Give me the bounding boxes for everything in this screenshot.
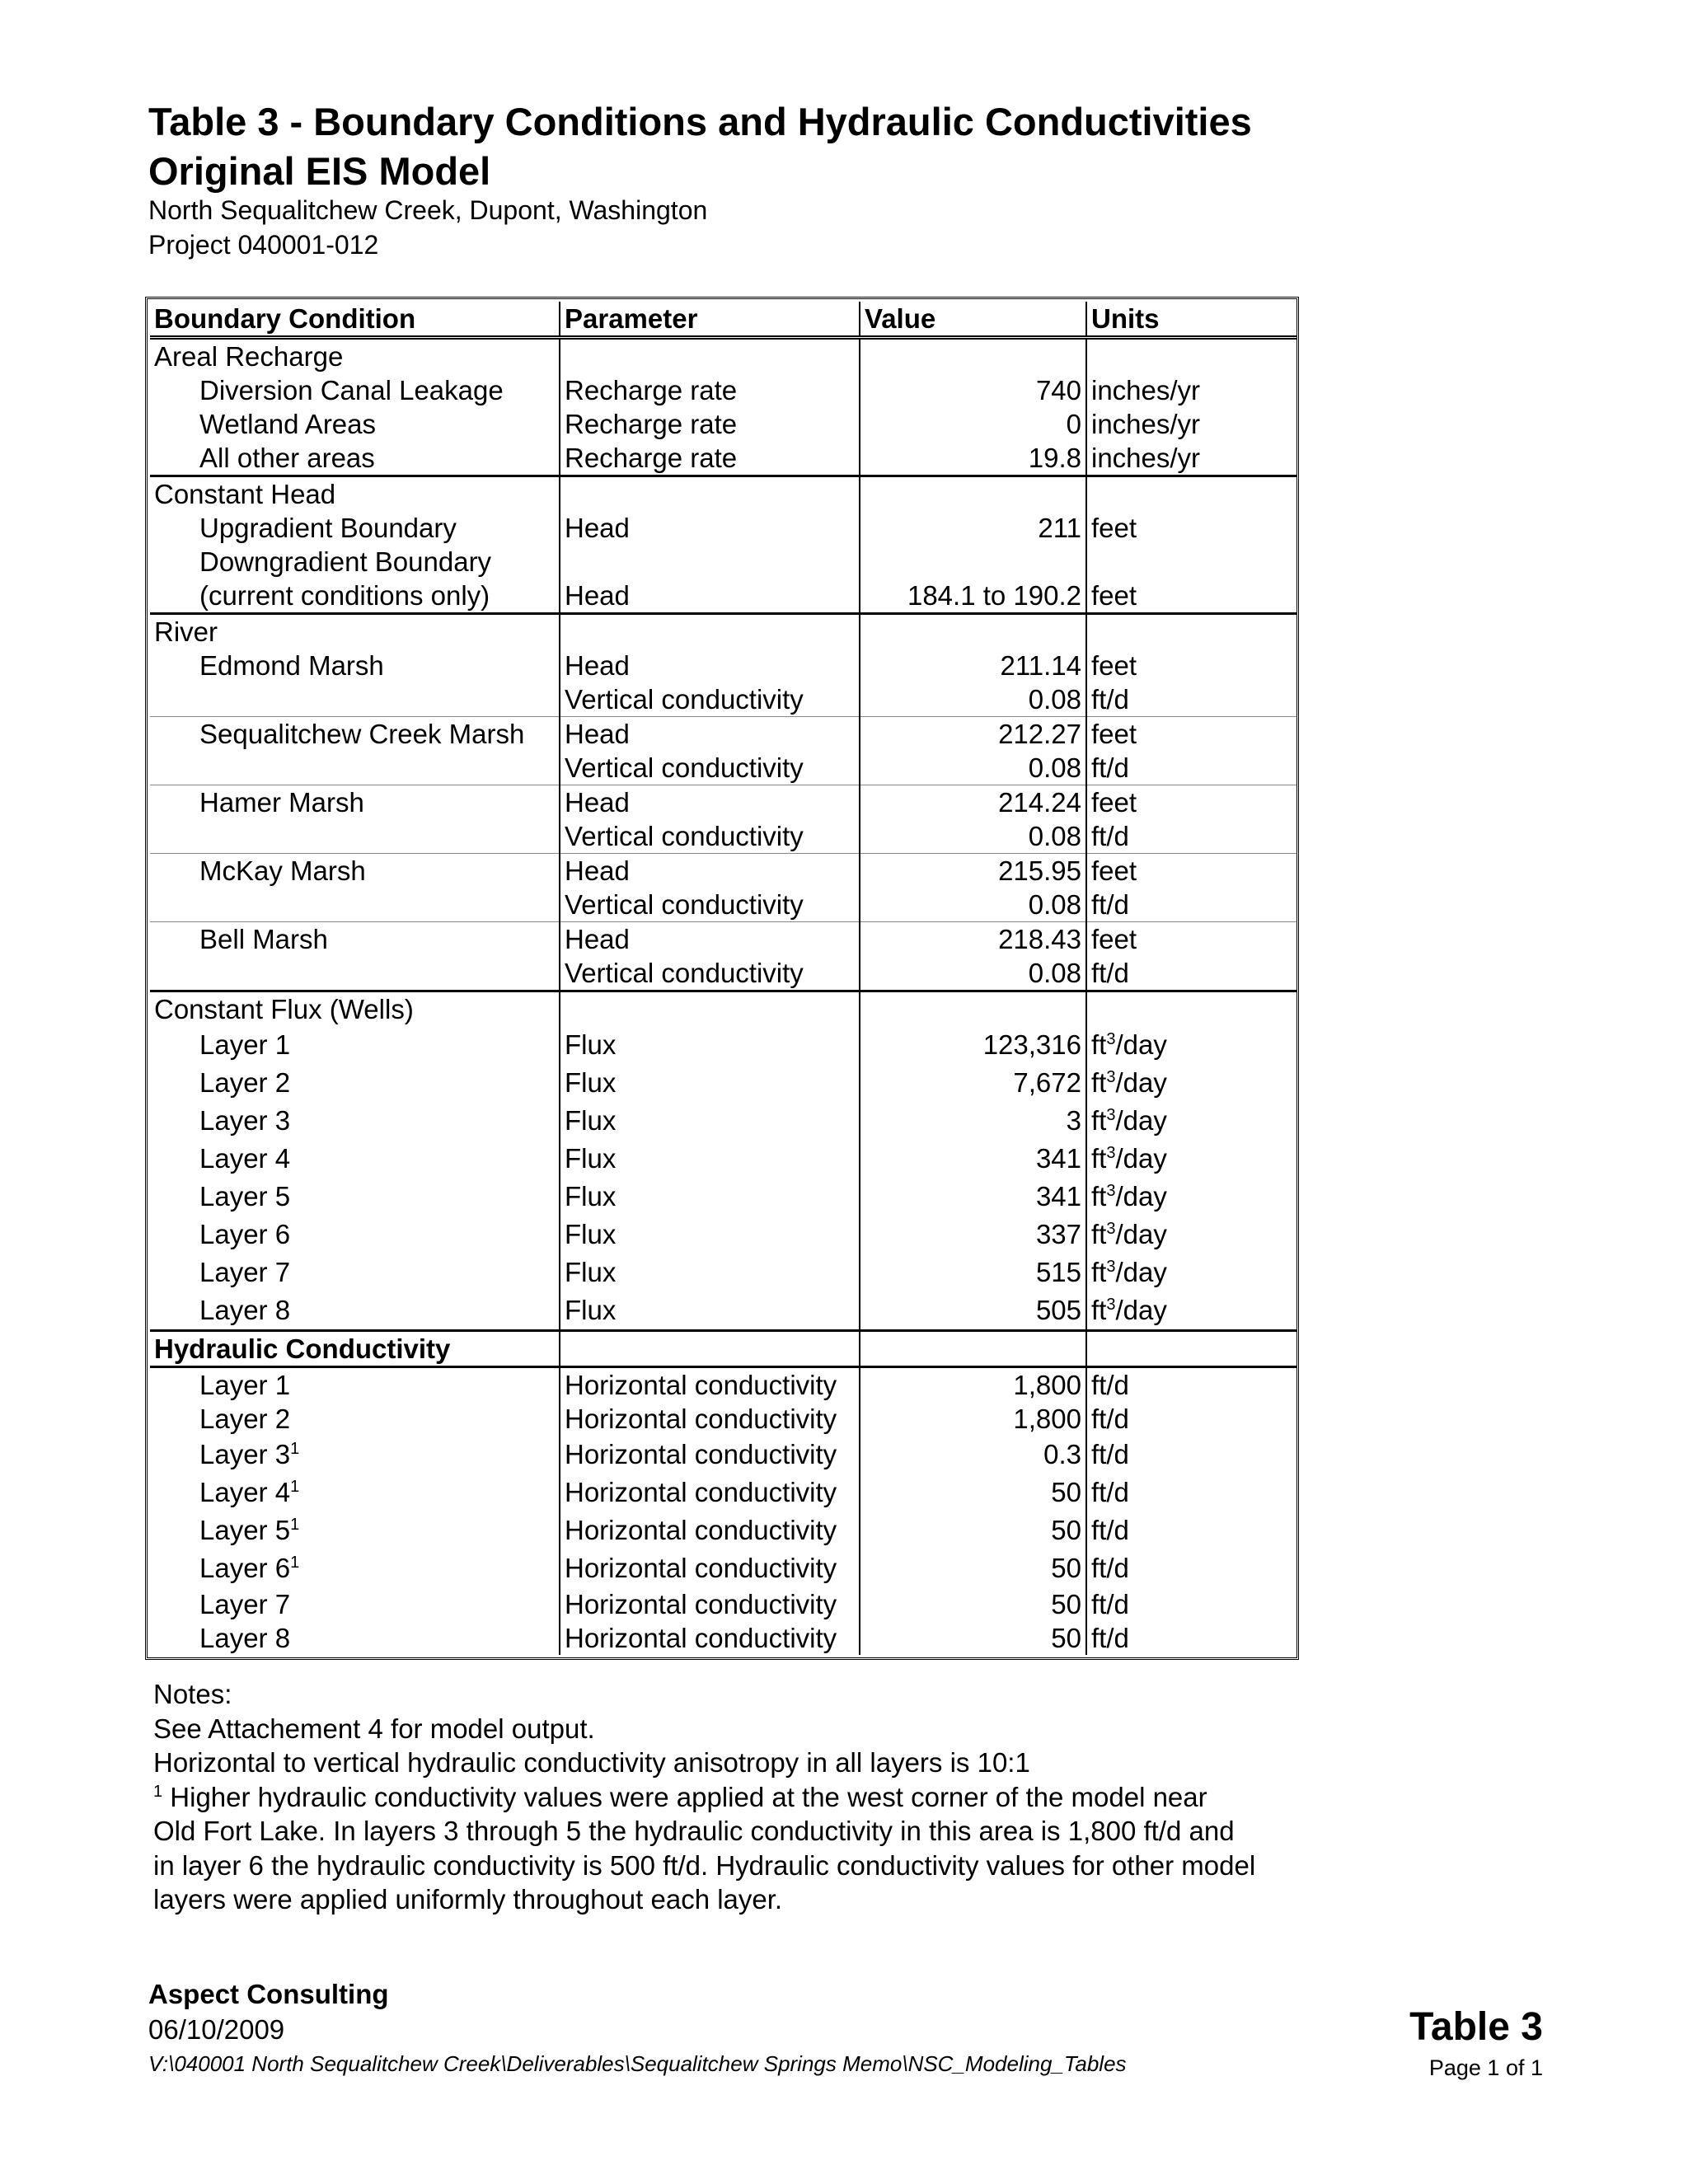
row-name: All other areas <box>150 441 560 476</box>
row-units: feet <box>1086 511 1296 545</box>
row-name: Layer 1 <box>199 1029 291 1060</box>
row-value: 0.08 <box>860 751 1086 785</box>
footnote-mark: 1 <box>290 1478 300 1496</box>
row-name: Edmond Marsh <box>199 650 384 681</box>
table-row <box>150 1621 1296 1655</box>
section-row <box>150 614 1296 649</box>
row-name: Layer 5 <box>199 1181 291 1212</box>
row-parameter: Recharge rate <box>560 407 860 441</box>
row-value: 50 <box>860 1621 1086 1655</box>
row-name: Layer $5^1$ <box>199 1515 300 1545</box>
row-parameter: Head <box>560 922 860 957</box>
row-parameter: Vertical conductivity <box>560 888 860 922</box>
footnote-line: layers were applied uniformly throughout each layer. <box>153 1884 783 1915</box>
footnote-mark: 1 <box>153 1782 163 1801</box>
row-units: $ft^3$/day <box>1086 1291 1296 1331</box>
table-row <box>150 956 1296 991</box>
row-units: feet <box>1086 785 1296 820</box>
row-name: Layer 2 <box>199 1067 291 1098</box>
row-parameter: Flux <box>560 1291 860 1331</box>
row-name: Layer 8 <box>150 1291 560 1331</box>
row-value: 50 <box>860 1474 1086 1511</box>
row-parameter: Head <box>560 511 860 545</box>
document-subtitle <box>148 193 707 262</box>
row-parameter: Flux <box>560 1254 860 1291</box>
row-parameter: Horizontal conductivity <box>560 1549 860 1587</box>
row-value: 50 <box>860 1587 1086 1621</box>
row-parameter: Head <box>560 854 860 888</box>
table-row <box>150 1549 1296 1587</box>
row-units: ft/d <box>1086 1549 1296 1587</box>
project-number: Project 040001-012 <box>148 230 379 260</box>
table-row <box>150 1587 1296 1621</box>
row-value: 337 <box>860 1216 1086 1254</box>
row-units: $ft^3$/day <box>1086 1026 1296 1064</box>
row-units: ft/d <box>1086 888 1296 922</box>
row-value: 211.14 <box>860 649 1086 682</box>
row-parameter: Vertical conductivity <box>560 819 860 854</box>
row-parameter: Recharge rate <box>560 441 860 476</box>
row-parameter: Head <box>560 717 860 752</box>
row-units: $ft^3$/day <box>1086 1102 1296 1140</box>
table-row <box>150 1291 1296 1331</box>
table-row <box>150 922 1296 957</box>
section-label: Constant Flux (Wells) <box>154 994 414 1024</box>
row-units: ft/d <box>1086 956 1296 991</box>
footnote-line: in layer 6 the hydraulic conductivity is 500 ft/d. Hydraulic conductivity values for other model <box>153 1849 1256 1881</box>
section-row <box>150 338 1296 374</box>
table-row <box>150 888 1296 922</box>
table-row <box>150 1436 1296 1474</box>
table-row <box>150 1367 1296 1403</box>
row-name: Layer 4 <box>199 1143 291 1174</box>
footnote-mark: 1 <box>290 1554 300 1572</box>
row-parameter: Vertical conductivity <box>560 682 860 717</box>
row-value: 19.8 <box>860 441 1086 476</box>
row-value: 7,672 <box>860 1064 1086 1102</box>
row-parameter: Head <box>560 785 860 820</box>
row-name: Layer 1 <box>199 1370 291 1400</box>
row-units: inches/yr <box>1086 407 1296 441</box>
table-label: Table 3 <box>1409 2005 1543 2049</box>
row-value: 341 <box>860 1140 1086 1178</box>
table-row <box>150 717 1296 752</box>
footnote-line: Old Fort Lake. In layers 3 through 5 the hydraulic conductivity in this area is 1,800 ft/d and <box>153 1816 1235 1846</box>
row-value: 0.3 <box>860 1436 1086 1474</box>
row-units: ft/d <box>1086 1436 1296 1474</box>
row-name: Sequalitchew Creek Marsh <box>199 719 525 749</box>
table-row <box>150 407 1296 441</box>
row-parameter: Head <box>560 579 860 614</box>
row-name: Diversion Canal Leakage <box>199 375 504 405</box>
section-label: River <box>154 616 218 647</box>
table-row <box>150 1064 1296 1102</box>
table-row <box>150 441 1296 476</box>
row-parameter: Flux <box>560 1140 860 1178</box>
row-value: 218.43 <box>860 922 1086 957</box>
page-number: Page 1 of 1 <box>1428 2055 1543 2080</box>
row-parameter: Horizontal conductivity <box>560 1367 860 1403</box>
row-value: 212.27 <box>860 717 1086 752</box>
row-parameter: Horizontal conductivity <box>560 1511 860 1549</box>
row-value: 515 <box>860 1254 1086 1291</box>
row-units: ft/d <box>1086 682 1296 717</box>
row-parameter: Horizontal conductivity <box>560 1402 860 1436</box>
section-label: Hydraulic Conductivity <box>150 1331 560 1367</box>
column-header: Parameter <box>560 302 860 338</box>
row-name: Wetland Areas <box>199 409 377 439</box>
row-value: 0.08 <box>860 888 1086 922</box>
row-units: feet <box>1086 649 1296 682</box>
row-value: 0.08 <box>860 682 1086 717</box>
row-value: 215.95 <box>860 854 1086 888</box>
document-title <box>148 97 1252 196</box>
row-units: ft/d <box>1086 1587 1296 1621</box>
note-line: Horizontal to vertical hydraulic conductivity anisotropy in all layers is 10:1 <box>153 1747 1030 1778</box>
column-header: Value <box>860 302 1086 338</box>
row-units: ft/d <box>1086 819 1296 854</box>
row-parameter: Flux <box>560 1064 860 1102</box>
notes-heading: Notes: <box>153 1679 232 1709</box>
row-value: 123,316 <box>860 1026 1086 1064</box>
row-parameter: Head <box>560 649 860 682</box>
row-units: ft/d <box>1086 1474 1296 1511</box>
table-row <box>150 373 1296 407</box>
row-value: 341 <box>860 1178 1086 1216</box>
title-line-2: Original EIS Model <box>148 149 491 193</box>
row-units: ft/d <box>1086 1402 1296 1436</box>
row-units: $ft^3$/day <box>1086 1178 1296 1216</box>
row-value: 0 <box>860 407 1086 441</box>
row-units: ft/d <box>1086 1511 1296 1549</box>
row-parameter: Flux <box>560 1216 860 1254</box>
row-value: 1,800 <box>860 1402 1086 1436</box>
row-name: Layer 8 <box>199 1623 291 1653</box>
row-parameter: Vertical conductivity <box>560 956 860 991</box>
row-parameter: Flux <box>560 1178 860 1216</box>
row-parameter: Vertical conductivity <box>560 751 860 785</box>
section-row <box>150 991 1296 1027</box>
row-name: Layer 6 <box>199 1219 291 1249</box>
row-value: 211 <box>860 511 1086 545</box>
row-parameter: Horizontal conductivity <box>560 1436 860 1474</box>
footnote-mark: 1 <box>290 1516 300 1534</box>
table-row <box>150 511 1296 545</box>
column-header: Boundary Condition <box>150 302 560 338</box>
row-units: $ft^3$/day <box>1086 1064 1296 1102</box>
table-row <box>150 1216 1296 1254</box>
table-row <box>150 1026 1296 1064</box>
row-value: 3 <box>860 1102 1086 1140</box>
row-units: $ft^3$/day <box>1086 1216 1296 1254</box>
footer <box>148 1976 1127 2080</box>
footnote: $^1$ Higher hydraulic conductivity values were applied at the west corner of the model near <box>153 1781 1207 1812</box>
table-row <box>150 545 1296 579</box>
row-name: Bell Marsh <box>199 924 328 954</box>
row-parameter: Flux <box>560 1026 860 1064</box>
row-units: feet <box>1086 922 1296 957</box>
row-parameter: Horizontal conductivity <box>560 1474 860 1511</box>
note-line: See Attachement 4 for model output. <box>153 1713 595 1744</box>
table-row <box>150 1178 1296 1216</box>
row-name: Upgradient Boundary <box>199 513 457 543</box>
row-name: (current conditions only) <box>150 579 560 614</box>
boundary-conditions-table <box>145 297 1299 1660</box>
row-value: 0.08 <box>860 819 1086 854</box>
row-name: Downgradient Boundary <box>199 546 492 577</box>
row-units: feet <box>1086 579 1296 614</box>
table-row <box>150 854 1296 888</box>
row-units: ft/d <box>1086 751 1296 785</box>
table-row <box>150 785 1296 820</box>
table-row <box>150 1140 1296 1178</box>
section-row <box>150 1331 1296 1367</box>
row-parameter: Horizontal conductivity <box>560 1621 860 1655</box>
table-row <box>150 1254 1296 1291</box>
row-value: 50 <box>860 1549 1086 1587</box>
table-row <box>150 579 1296 614</box>
table-header-row <box>150 302 1296 338</box>
column-header: Units <box>1086 302 1296 338</box>
row-name: McKay Marsh <box>199 855 366 886</box>
row-units: inches/yr <box>1086 373 1296 407</box>
row-parameter: Recharge rate <box>560 373 860 407</box>
row-name: Layer $3^1$ <box>199 1439 300 1469</box>
table-row <box>150 682 1296 717</box>
table-row <box>150 1511 1296 1549</box>
row-value: 184.1 to 190.2 <box>860 579 1086 614</box>
table-row <box>150 1474 1296 1511</box>
row-name: Layer $4^1$ <box>199 1477 300 1507</box>
row-units: feet <box>1086 717 1296 752</box>
row-value: 1,800 <box>860 1367 1086 1403</box>
table-row <box>150 1102 1296 1140</box>
document-date: 06/10/2009 <box>148 2014 285 2045</box>
section-label: Areal Recharge <box>154 341 344 372</box>
row-name: Hamer Marsh <box>199 787 364 818</box>
row-parameter: Flux <box>560 1102 860 1140</box>
table-row <box>150 649 1296 682</box>
row-units: inches/yr <box>1086 441 1296 476</box>
section-row <box>150 476 1296 512</box>
row-name: Layer $6^1$ <box>199 1553 300 1583</box>
row-name: Layer 2 <box>199 1404 291 1434</box>
row-value: 740 <box>860 373 1086 407</box>
title-line-1: Table 3 - Boundary Conditions and Hydraulic Conductivities <box>148 100 1252 143</box>
row-value: 0.08 <box>860 956 1086 991</box>
row-units: $ft^3$/day <box>1086 1140 1296 1178</box>
row-name: Layer 7 <box>199 1257 291 1287</box>
row-units: ft/d <box>1086 1621 1296 1655</box>
row-name: Layer 7 <box>199 1589 291 1619</box>
table-row <box>150 1402 1296 1436</box>
row-value: 214.24 <box>860 785 1086 820</box>
row-units: feet <box>1086 854 1296 888</box>
row-name: Layer 3 <box>199 1105 291 1136</box>
table-row <box>150 751 1296 785</box>
footnote-mark: 1 <box>290 1440 300 1458</box>
section-label: Constant Head <box>154 479 336 509</box>
location-text: North Sequalitchew Creek, Dupont, Washington <box>148 195 708 225</box>
row-value: 50 <box>860 1511 1086 1549</box>
notes-section <box>153 1677 1348 1917</box>
row-parameter: Horizontal conductivity <box>560 1587 860 1621</box>
table-row <box>150 819 1296 854</box>
file-path: V:\040001 North Sequalitchew Creek\Deliverables\Sequalitchew Springs Memo\NSC_Modeling_Tables <box>148 2051 1127 2076</box>
row-units: $ft^3$/day <box>1086 1254 1296 1291</box>
row-units: ft/d <box>1086 1367 1296 1403</box>
row-value: 505 <box>860 1291 1086 1331</box>
company-name: Aspect Consulting <box>148 1979 389 2009</box>
